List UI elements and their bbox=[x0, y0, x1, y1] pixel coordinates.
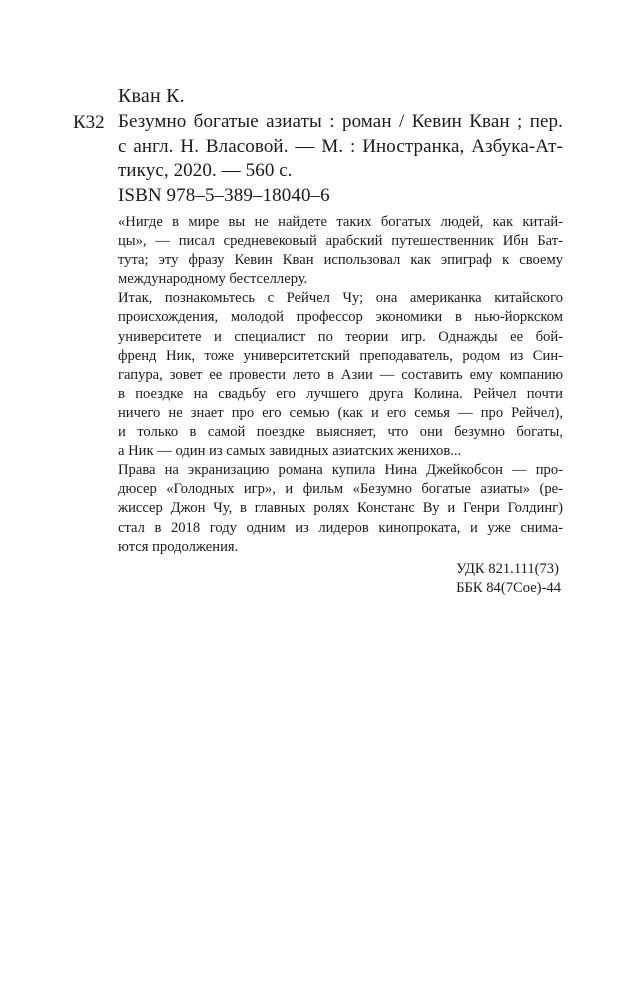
catalog-code: К32 bbox=[73, 112, 105, 133]
bbk-code: ББК 84(7Сое)-44 bbox=[456, 580, 561, 597]
annotation-line: а Ник — один из самых завидных азиатских женихов... bbox=[118, 443, 462, 460]
annotation-line: Итак, познакомьтесь с Рейчел Чу; она американка китайского bbox=[118, 290, 563, 307]
biblio-line: тикус, 2020. — 560 с. bbox=[118, 160, 293, 181]
biblio-line: с англ. Н. Власовой. — М. : Иностранка, Азбука-Ат- bbox=[118, 135, 563, 157]
annotation-line: цы», — писал средневековый арабский путешественник Ибн Бат- bbox=[118, 233, 563, 250]
annotation-line: и только в самой поездке выясняет, что они безумно богаты, bbox=[118, 424, 563, 441]
isbn-line: ISBN 978–5–389–18040–6 bbox=[118, 184, 330, 206]
annotation-line: ничего не знает про его семью (как и его семья — про Рейчел), bbox=[118, 404, 563, 421]
annotation-line: происхождения, молодой профессор экономики в нью-йоркском bbox=[118, 309, 563, 326]
annotation-line: «Нигде в мире вы не найдете таких богатых людей, как китай- bbox=[118, 214, 563, 230]
bibliographic-record bbox=[118, 110, 563, 208]
biblio-line: Безумно богатые азиаты : роман / Кевин Кван ; пер. bbox=[118, 111, 563, 132]
annotation-line: в поездке на свадьбу его лучшего друга Колина. Рейчел почти bbox=[118, 385, 563, 402]
annotation-line: ются продолжения. bbox=[118, 538, 239, 555]
annotation-line: международному бестселлеру. bbox=[118, 271, 308, 288]
annotation-line: стал в 2018 году одним из лидеров кинопроката, и уже снима- bbox=[118, 519, 563, 536]
author-heading: Кван К. bbox=[118, 85, 185, 107]
annotation-line: дюсер «Голодных игр», и фильм «Безумно богатые азиаты» (ре- bbox=[118, 481, 563, 498]
udk-code: УДК 821.111(73) bbox=[456, 561, 559, 577]
classification-codes bbox=[456, 560, 561, 599]
annotation-line: Права на экранизацию романа купила Нина Джейкобсон — про- bbox=[118, 462, 563, 479]
annotation-line: френд Ник, тоже университетский преподаватель, родом из Син- bbox=[118, 347, 563, 364]
annotation-line: тута; эту фразу Кевин Кван использовал как эпиграф к своему bbox=[118, 252, 563, 269]
annotation-line: жиссер Джон Чу, в главных ролях Констанс Ву и Генри Голдинг) bbox=[118, 500, 563, 517]
annotation-text bbox=[118, 213, 563, 557]
annotation-line: университете и специалист по теории игр. Однажды ее бой- bbox=[118, 328, 563, 345]
annotation-line: гапура, зовет ее провести лето в Азии — составить ему компанию bbox=[118, 366, 563, 383]
